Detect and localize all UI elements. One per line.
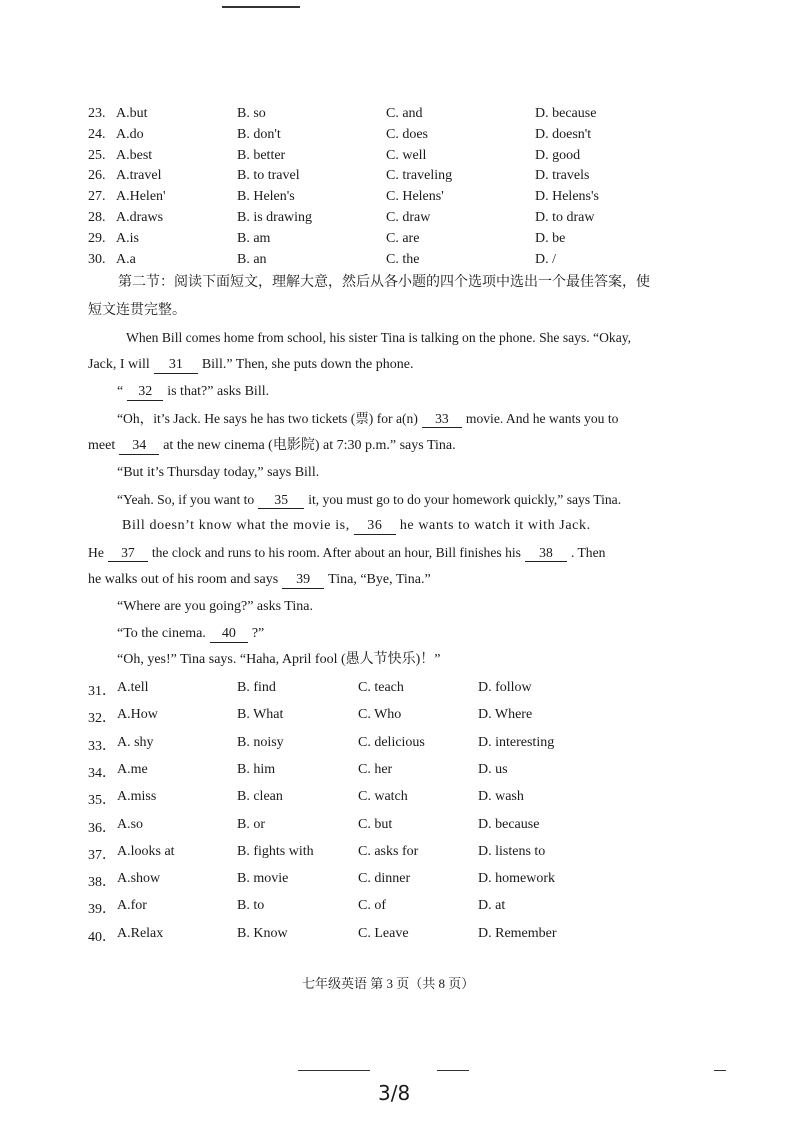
option-b: B. is drawing — [237, 210, 313, 225]
option-c: C. traveling — [386, 168, 453, 184]
option-a: A.show — [117, 871, 161, 887]
option-a: A.but — [116, 106, 148, 121]
question-number: 33． — [88, 738, 116, 754]
option-row — [0, 926, 794, 950]
option-b: B. don't — [237, 126, 281, 142]
passage-line-12 — [117, 624, 264, 644]
option-d: D. interesting — [478, 734, 555, 750]
option-b: B. an — [237, 251, 267, 267]
option-row — [0, 106, 794, 127]
option-row — [0, 898, 794, 922]
passage-line-2 — [88, 355, 414, 375]
option-d: D. good — [535, 147, 581, 163]
option-d: D. listens to — [478, 843, 546, 859]
blank-40: 40 — [210, 626, 248, 643]
option-a: A.looks at — [117, 843, 175, 859]
option-b: B. noisy — [237, 734, 284, 750]
passage-text: movie. And he wants you to — [465, 411, 619, 426]
blank-37: 37 — [108, 545, 148, 562]
passage-text: “Oh，it’s Jack. He says he has two tickets (票) for a(n) — [117, 411, 418, 426]
blank-36: 36 — [354, 518, 396, 535]
option-b: B. fights with — [237, 843, 314, 859]
blank-33: 33 — [422, 411, 462, 428]
option-row — [0, 735, 794, 759]
passage-line-8 — [122, 516, 591, 536]
option-c: C. delicious — [358, 734, 425, 750]
passage-text: He — [88, 545, 104, 560]
option-d: D. doesn't — [535, 126, 592, 142]
option-b: B. am — [237, 230, 271, 246]
passage-line-13 — [117, 650, 441, 670]
option-a: A.a — [116, 251, 136, 267]
passage-line-1 — [126, 328, 631, 348]
option-d: D. wash — [478, 789, 524, 805]
option-c: C. are — [386, 230, 420, 246]
option-a: A.best — [116, 147, 153, 163]
option-b: B. or — [237, 816, 265, 832]
option-b: B. better — [237, 147, 286, 163]
option-b: B. clean — [237, 789, 283, 805]
question-number: 40． — [88, 929, 116, 945]
option-c: C. well — [386, 147, 427, 163]
option-row — [0, 762, 794, 786]
option-c: C. watch — [358, 789, 408, 805]
passage-text: he walks out of his room and says — [88, 572, 279, 587]
question-number: 32． — [88, 711, 116, 727]
blank-32: 32 — [127, 384, 163, 401]
blank-39: 39 — [282, 572, 324, 589]
option-row — [0, 707, 794, 731]
bottom-rule-left — [298, 1070, 370, 1071]
option-c: C. the — [386, 251, 420, 267]
question-number: 25. — [88, 147, 106, 163]
option-a: A.How — [117, 707, 158, 723]
option-d: D. travels — [535, 168, 590, 184]
option-c: C. her — [358, 761, 393, 777]
passage-text: Bill.” Then, she puts down the phone. — [201, 357, 414, 372]
question-number: 39． — [88, 902, 116, 918]
option-d: D. because — [535, 106, 597, 121]
option-c: C. Helens' — [386, 189, 444, 205]
question-number: 38． — [88, 875, 116, 891]
top-rule — [222, 6, 300, 8]
option-a: A.travel — [116, 168, 162, 184]
option-a: A.Helen' — [116, 189, 166, 205]
passage-line-9 — [88, 543, 605, 563]
option-row — [0, 231, 794, 252]
passage-text: Tina, “Bye, Tina.” — [328, 572, 431, 587]
section2-instruction-line1: 第二节：阅读下面短文，理解大意，然后从各小题的四个选项中选出一个最佳答案，使 — [118, 275, 650, 290]
option-row — [0, 252, 794, 273]
option-row — [0, 844, 794, 868]
option-row — [0, 168, 794, 189]
blank-31: 31 — [154, 357, 198, 374]
option-c: C. does — [386, 126, 428, 142]
option-row — [0, 817, 794, 841]
passage-text: “Oh, yes!” Tina says. “Haha, April fool (愚人节快乐)！” — [117, 652, 441, 667]
option-a: A.Relax — [117, 925, 164, 941]
blank-34: 34 — [119, 438, 159, 455]
passage-line-11 — [117, 597, 313, 617]
option-b: B. movie — [237, 871, 289, 887]
option-b: B. to — [237, 898, 265, 914]
passage-text: ?” — [251, 626, 265, 641]
question-number: 36． — [88, 820, 116, 836]
blank-35: 35 — [258, 492, 304, 509]
passage-text: Bill doesn’t know what the movie is, — [122, 518, 350, 533]
passage-text: When Bill comes home from school, his sister Tina is talking on the phone. She says. “Okay, — [126, 330, 632, 345]
passage-text: meet — [88, 438, 116, 453]
passage-text: at the new cinema (电影院) at 7:30 p.m.” says Tina. — [163, 438, 456, 453]
page-footer: 七年级英语 第 3 页（共 8 页） — [302, 976, 475, 991]
option-c: C. dinner — [358, 871, 411, 887]
passage-line-10 — [88, 570, 431, 590]
passage-text: Jack, I will — [88, 357, 150, 372]
option-d: D. because — [478, 816, 540, 832]
option-d: D. Helens's — [535, 189, 599, 205]
option-row — [0, 871, 794, 895]
question-number: 29. — [88, 230, 106, 246]
passage-text: “Where are you going?” asks Tina. — [117, 599, 313, 614]
option-b: B. him — [237, 761, 276, 777]
page-number: 3/8 — [378, 1081, 411, 1105]
question-number: 26. — [88, 168, 106, 184]
passage-text: is that?” asks Bill. — [167, 384, 270, 399]
option-c: C. but — [358, 816, 393, 832]
option-d: D. to draw — [535, 210, 595, 225]
option-d: D. homework — [478, 871, 555, 887]
option-c: C. Who — [358, 707, 402, 723]
question-number: 35． — [88, 793, 116, 809]
blank-38: 38 — [525, 545, 567, 562]
section2-instruction-line2: 短文连贯完整。 — [88, 303, 186, 318]
option-d: D. follow — [478, 680, 532, 695]
question-number: 31． — [88, 684, 116, 699]
option-a: A. shy — [117, 734, 154, 750]
question-number: 37． — [88, 847, 116, 863]
passage-text: it, you must go to do your homework quickly,” says Tina. — [308, 492, 622, 507]
option-b: B. so — [237, 106, 266, 121]
option-a: A.so — [117, 816, 144, 832]
option-d: D. Remember — [478, 925, 557, 941]
option-b: B. Know — [237, 925, 288, 941]
passage-text: “To the cinema. — [117, 626, 206, 641]
passage-line-6 — [117, 463, 319, 483]
option-row — [0, 148, 794, 169]
passage-line-5 — [88, 436, 456, 456]
option-row — [0, 189, 794, 210]
option-b: B. to travel — [237, 168, 300, 184]
option-c: C. draw — [386, 210, 431, 225]
question-number: 34． — [88, 765, 116, 781]
option-a: A.do — [116, 126, 144, 142]
option-b: B. Helen's — [237, 189, 295, 205]
passage-line-4 — [117, 409, 618, 429]
question-number: 28. — [88, 210, 106, 225]
option-a: A.miss — [117, 789, 157, 805]
option-a: A.is — [116, 230, 139, 246]
option-b: B. What — [237, 707, 284, 723]
passage-text: . Then — [570, 545, 606, 560]
passage-text: “But it’s Thursday today,” says Bill. — [117, 465, 320, 480]
option-d: D. be — [535, 230, 566, 246]
passage-text: “Yeah. So, if you want to — [117, 492, 255, 507]
question-number: 30. — [88, 251, 106, 267]
option-a: A.me — [117, 761, 148, 777]
question-number: 23. — [88, 106, 106, 121]
option-row — [0, 680, 794, 704]
option-c: C. Leave — [358, 925, 409, 941]
passage-text: the clock and runs to his room. After about an hour, Bill finishes his — [151, 545, 521, 560]
bottom-rule-mid — [437, 1070, 469, 1071]
option-a: A.for — [117, 898, 147, 914]
option-d: D. at — [478, 898, 506, 914]
option-a: A.draws — [116, 210, 164, 225]
option-c: C. teach — [358, 680, 404, 695]
option-row — [0, 127, 794, 148]
passage-text: he wants to watch it with Jack. — [399, 518, 591, 533]
option-d: D. Where — [478, 707, 533, 723]
question-number: 24. — [88, 126, 106, 142]
option-b: B. find — [237, 680, 276, 695]
bottom-rule-right — [714, 1070, 726, 1071]
option-row — [0, 789, 794, 813]
question-number: 27. — [88, 189, 106, 205]
passage-text: “ — [117, 384, 124, 399]
option-d: D. / — [535, 251, 556, 267]
option-c: C. of — [358, 898, 386, 914]
passage-line-3 — [117, 382, 269, 402]
option-c: C. and — [386, 106, 423, 121]
option-c: C. asks for — [358, 843, 419, 859]
passage-line-7 — [117, 490, 621, 510]
option-d: D. us — [478, 761, 508, 777]
option-a: A.tell — [117, 680, 149, 695]
option-row — [0, 210, 794, 231]
